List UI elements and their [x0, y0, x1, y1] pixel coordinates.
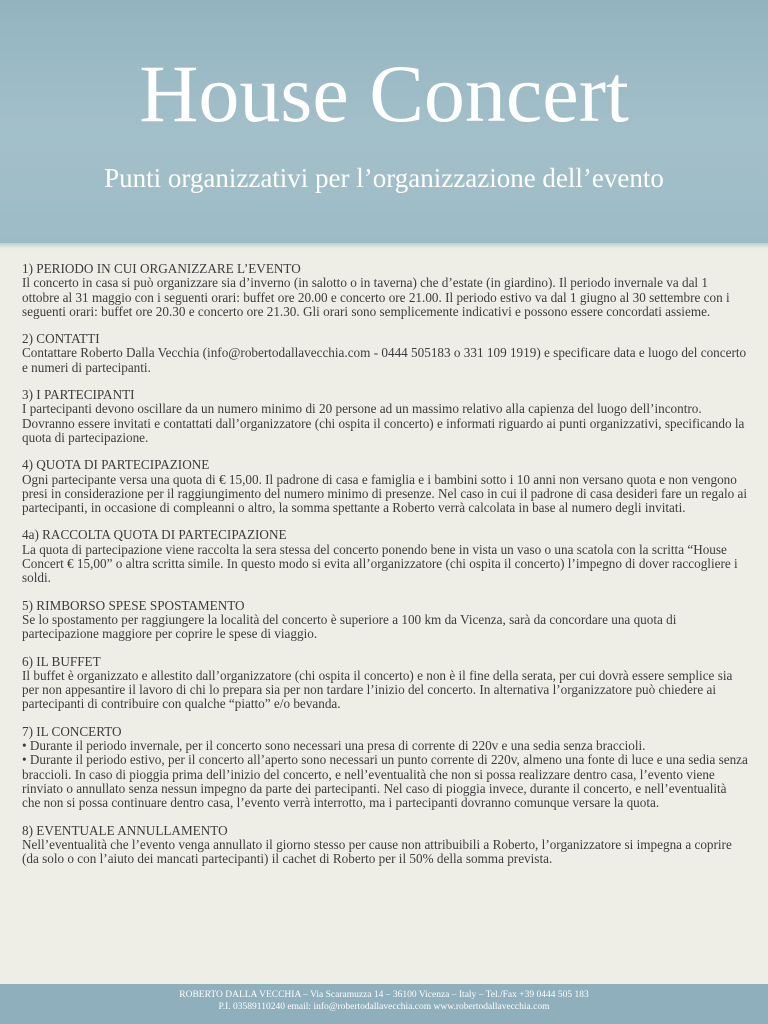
- section-heading: 4) QUOTA DI PARTECIPAZIONE: [22, 457, 210, 473]
- section-paragraph: Ogni partecipante versa una quota di € 15,00. Il padrone di casa e famiglia e i bambini sotto i 10 anni non versano quota e non vengono presi in considerazione per il raggiungimento del numero minimo di presenze. Nel caso in cui il padrone di casa desideri fare un regalo ai partecipanti, in occasione di compleanni o altro, la somma spettante a Roberto verrà calcolata in base al numero degli invitati.: [22, 471, 748, 516]
- section-paragraph: • Durante il periodo invernale, per il concerto sono necessari una presa di corrente di 220v e una sedia senza braccioli.: [22, 738, 646, 754]
- section-heading: 7) IL CONCERTO: [22, 723, 122, 739]
- section: [22, 824, 748, 867]
- section-heading: 4a) RACCOLTA QUOTA DI PARTECIPAZIONE: [22, 527, 287, 543]
- section: [22, 655, 748, 712]
- section-heading: 2) CONTATTI: [22, 331, 100, 347]
- page-title: House Concert: [139, 48, 629, 139]
- section: [22, 528, 748, 585]
- section-heading: 3) I PARTECIPANTI: [22, 387, 135, 403]
- section-heading: 1) PERIODO IN CUI ORGANIZZARE L’EVENTO: [22, 261, 301, 276]
- section-paragraph: Il concerto in casa si può organizzare sia d’inverno (in salotto o in taverna) che d’estate (in giardino). Il periodo invernale va dal 1 ottobre al 31 maggio con i seguenti orari: buffet ore 20.00 e concerto ore 21.00. Il periodo estivo va dal 1 giugno al 30 settembre con i seguenti orari: buffet ore 20.30 e concerto ore 21.30. Gli orari sono semplicemente indicativi e possono essere concordati assieme.: [22, 275, 730, 319]
- footer: [0, 984, 768, 1024]
- page-subtitle: Punti organizzativi per l’organizzazione dell’evento: [104, 163, 664, 193]
- section-paragraph: Nell’eventualità che l’evento venga annullato il giorno stesso per cause non attribuibili a Roberto, l’organizzatore si impegna a coprire (da solo o con l’aiuto dei mancati partecipanti) il cachet di Roberto per il 50% della somma prevista.: [22, 836, 732, 867]
- section: [22, 388, 748, 445]
- section-paragraph: La quota di partecipazione viene raccolta la sera stessa del concerto ponendo bene in vista un vaso o una scatola con la scritta “House Concert € 15,00” o altra scritta simile. In questo modo si evita all’organizzatore (chi ospita il concerto) l’impegno di dover raccogliere i soldi.: [22, 541, 738, 586]
- section-heading: 5) RIMBORSO SPESE SPOSTAMENTO: [22, 597, 245, 613]
- section-heading: 8) EVENTUALE ANNULLAMENTO: [22, 822, 228, 838]
- section: [22, 599, 748, 642]
- footer-address: ROBERTO DALLA VECCHIA – Via Scaramuzza 14 – 36100 Vicenza – Italy – Tel./Fax +39 0444 505 183: [179, 990, 589, 1000]
- section: [22, 262, 748, 319]
- section-paragraph: Contattare Roberto Dalla Vecchia (info@robertodallavecchia.com - 0444 505183 o 331 109 1919) e specificare data e luogo del concerto e numeri di partecipanti.: [22, 345, 747, 375]
- section-paragraph: Il buffet è organizzato e allestito dall’organizzatore (chi ospita il concerto) e non è il fine della serata, per cui dovrà essere semplice sia per non appesantire il lavoro di chi lo prepara sia per non tardare l’inizio del concerto. In alternativa l’organizzatore può chiedere ai partecipanti di contribuire con qualche “piatto” e/o bevanda.: [22, 667, 733, 712]
- section: [22, 458, 748, 515]
- section-heading: 6) IL BUFFET: [22, 653, 101, 669]
- section-paragraph: Se lo spostamento per raggiungere la località del concerto è superiore a 100 km da Vicenza, sarà da concordare una quota di partecipazione maggiore per coprire le spese di viaggio.: [22, 611, 677, 642]
- section: [22, 332, 748, 375]
- header-banner: [0, 0, 768, 243]
- document-body: [22, 262, 748, 879]
- section-paragraph: I partecipanti devono oscillare da un numero minimo di 20 persone ad un massimo relativo alla capienza del luogo dell’incontro. Dovranno essere invitati e contattati dall’organizzatore (chi ospita il concerto) e informati riguardo ai punti organizzativi, specificando la quota di partecipazione.: [22, 401, 745, 445]
- section-paragraph: • Durante il periodo estivo, per il concerto all’aperto sono necessari un punto corrente di 220v, almeno una fonte di luce e una sedia senza braccioli. In caso di pioggia prima dell’inizio del concerto, e nell’eventualità che non si possa realizzare dentro casa, l’evento viene rinviato o annullato senza nessun impegno da parte dei partecipanti. Nel caso di pioggia invece, durante il concerto, e nell’eventualità che non si possa continuare dentro casa, l’evento verrà interrotto, ma i partecipanti dovranno comunque versare la quota.: [22, 752, 748, 811]
- section: [22, 725, 748, 811]
- footer-contacts: P.I. 03589110240 email: info@robertodallavecchia.com www.robertodallavecchia.com: [218, 1002, 550, 1012]
